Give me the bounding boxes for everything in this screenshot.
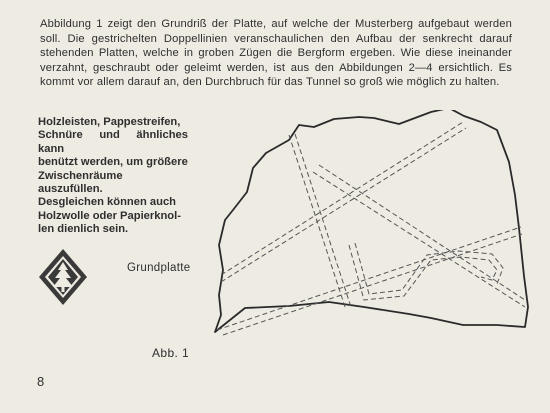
- material-note: [38, 116, 188, 237]
- tree-diamond-emblem-icon: [38, 248, 88, 306]
- base-plate-caption: Grundplatte: [127, 262, 191, 274]
- note-line: Zwischenräume auszufüllen.: [38, 169, 123, 196]
- page-number: 8: [37, 374, 45, 389]
- figure-label: Abb. 1: [152, 346, 190, 360]
- note-line: Holzleisten, Pappestreifen,: [38, 116, 181, 128]
- note-line: benützt werden, um größere: [38, 156, 188, 169]
- note-line: Desgleichen können auch: [38, 196, 177, 209]
- base-plate-outline: [215, 110, 528, 332]
- intro-paragraph: Abbildung 1 zeigt den Grundriß der Platte, auf welche der Musterberg aufgebaut werden soll. Die gestrichelten Doppellinien veranschaulichen den Aufbau der senkrecht darauf stehenden Platten, welche in groben Zügen die Bergform ergeben. Wie diese ineinander verzahnt, geschraubt oder geleimt werden, ist aus den Abbildungen 2—4 ersichtlich. Es kommt vor allem darauf an, den Durchbruch für das Tunnel so groß wie möglich zu halten.: [40, 18, 512, 89]
- note-line: Holzwolle oder Papierknol-: [38, 209, 181, 222]
- support-plate-lines: [217, 122, 525, 335]
- note-line: len dienlich sein.: [38, 223, 129, 236]
- note-line: Schnüre und ähnliches kann: [38, 129, 188, 155]
- base-plate-diagram: [199, 110, 529, 348]
